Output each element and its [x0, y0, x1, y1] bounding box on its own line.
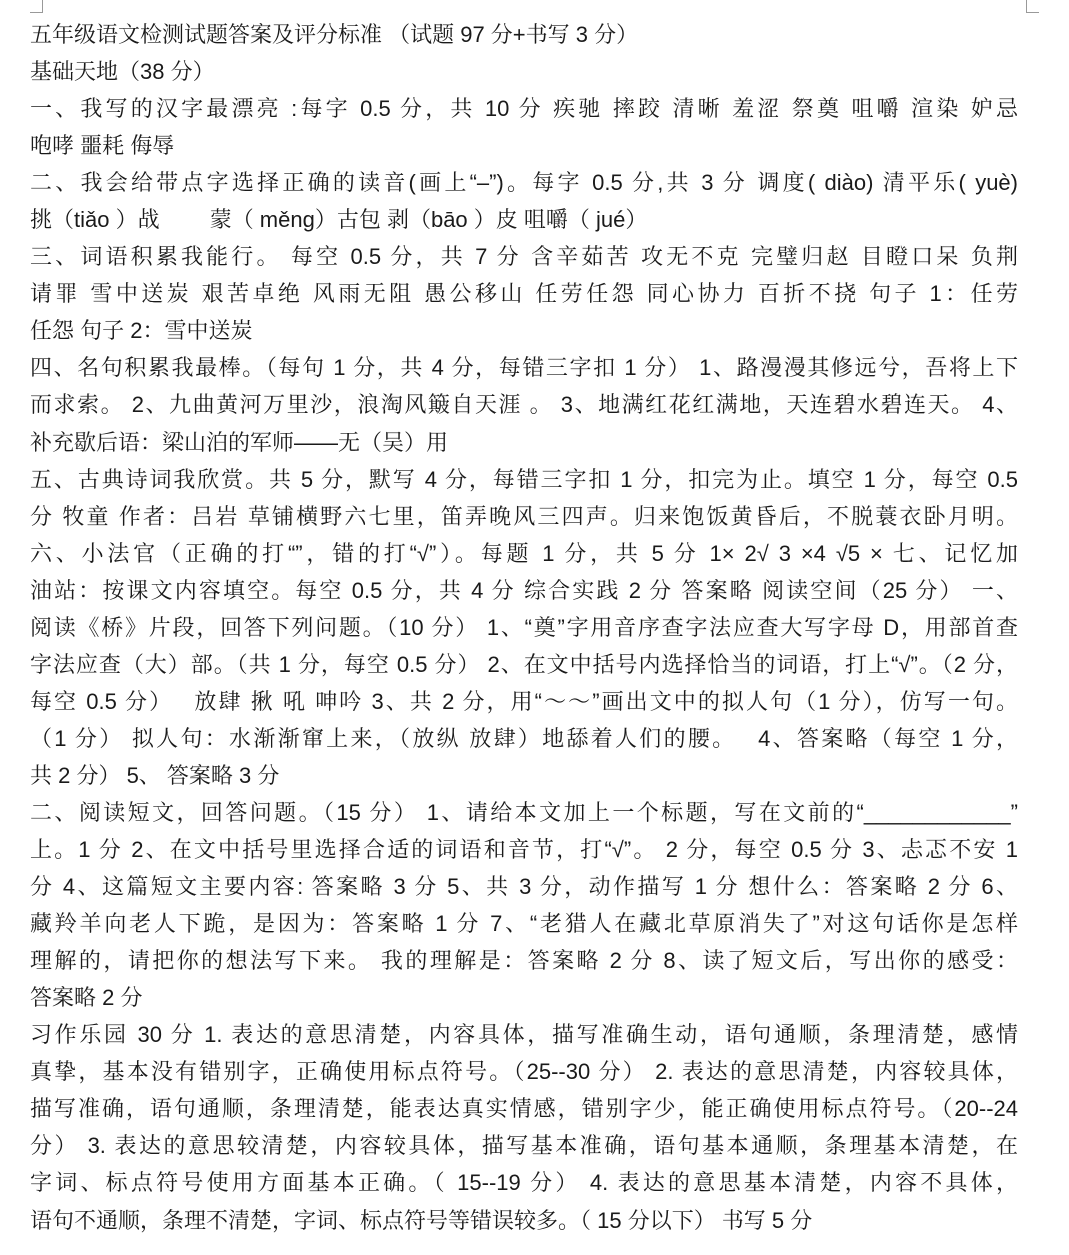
text-line: 习作乐园 30 分 1. 表达的意思清楚，内容具体，描写准确生动，语句通顺，条理清楚，感情 — [30, 1022, 1018, 1048]
text-line: 答案略 2 分 — [30, 985, 143, 1011]
text-line: 咆哮 噩耗 侮辱 — [30, 133, 175, 159]
text-line: （1 分） 拟人句：水渐渐窜上来，（放纵 放肆）地舔着人们的腰。 4、答案略（每空 1 分， — [30, 725, 1018, 751]
text-line: 共 2 分） 5、 答案略 3 分 — [30, 762, 280, 788]
text-line: 而求索。 2、九曲黄河万里沙，浪淘风簸自天涯 。 3、地满红花红满地，天连碧水碧连天。 4、 — [30, 392, 1018, 418]
text-line: 分） 3. 表达的意思较清楚，内容较具体，描写基本准确，语句基本通顺，条理基本清楚，在 — [30, 1133, 1018, 1159]
text-line: 藏羚羊向老人下跪，是因为：答案略 1 分 7、“老猎人在藏北草原消失了”对这句话你是怎样 — [30, 911, 1018, 937]
text-line: 上。1 分 2、在文中括号里选择合适的词语和音节，打“√”。 2 分，每空 0.5 分 3、忐忑不安 1 — [30, 837, 1018, 863]
text-line: 补充歇后语：梁山泊的军师——无（吴）用 — [30, 429, 449, 455]
text-line: 挑（tiǎo ）战 蒙（ měng）古包 剥（bāo ）皮 咀嚼（ jué） — [30, 207, 648, 233]
text-line: 五、古典诗词我欣赏。共 5 分，默写 4 分，每错三字扣 1 分，扣完为止。填空 1 分，每空 0.5 — [30, 466, 1018, 492]
page-corner-mark-right — [1026, 0, 1039, 13]
text-line: 阅读《桥》片段，回答下列问题。（10 分） 1、“奠”字用音序查字法应查大写字母 D，用部首查 — [30, 614, 1018, 640]
text-line: 基础天地（38 分） — [30, 59, 215, 85]
text-line: 分 牧童 作者：吕岩 草铺横野六七里，笛弄晚风三四声。归来饱饭黄昏后，不脱蓑衣卧月明。 — [30, 503, 1018, 529]
document-body — [30, 16, 1018, 1239]
text-line: 真挚，基本没有错别字，正确使用标点符号。（25--30 分） 2. 表达的意思清楚，内容较具体， — [30, 1059, 1018, 1085]
text-line: 分 4、这篇短文主要内容: 答案略 3 分 5、共 3 分，动作描写 1 分 想什么：答案略 2 分 6、 — [30, 874, 1018, 900]
text-line: 字法应查（大）部。（共 1 分，每空 0.5 分） 2、在文中括号内选择恰当的词语，打上“√”。（2 分， — [30, 651, 1018, 677]
text-line: 三、词语积累我能行。 每空 0.5 分，共 7 分 含辛茹苦 攻无不克 完璧归赵 目瞪口呆 负荆 — [30, 244, 1018, 270]
text-line: 任怨 句子 2：雪中送炭 — [30, 318, 253, 344]
page-corner-mark-left — [30, 0, 43, 13]
text-line: 每空 0.5 分） 放肆 揪 吼 呻吟 3、共 2 分，用“～～”画出文中的拟人句（1 分），仿写一句。 — [30, 688, 1018, 714]
text-line: 一、我写的汉字最漂亮 :每字 0.5 分，共 10 分 疾驰 摔跤 清晰 羞涩 祭奠 咀嚼 渲染 妒忌 — [30, 96, 1018, 122]
text-line: 二、我会给带点字选择正确的读音(画上“–”)。每字 0.5 分,共 3 分 调度( diào) 清平乐( yuè) — [30, 170, 1018, 196]
text-line: 描写准确，语句通顺，条理清楚，能表达真实情感，错别字少，能正确使用标点符号。（20--24 — [30, 1096, 1018, 1122]
text-line: 理解的，请把你的想法写下来。 我的理解是：答案略 2 分 8、读了短文后，写出你的感受： — [30, 948, 1018, 974]
text-line: 油站：按课文内容填空。每空 0.5 分，共 4 分 综合实践 2 分 答案略 阅读空间（25 分） 一、 — [30, 577, 1018, 603]
text-line: 二、阅读短文，回答问题。（15 分） 1、请给本文加上一个标题，写在文前的“____________” — [30, 799, 1018, 825]
text-line: 四、名句积累我最棒。（每句 1 分，共 4 分，每错三字扣 1 分） 1、路漫漫其修远兮，吾将上下 — [30, 355, 1018, 381]
text-line: 六、小法官（正确的打“”，错的打“√”）。每题 1 分，共 5 分 1× 2√ 3 ×4 √5 × 七、记忆加 — [30, 540, 1018, 566]
text-line: 语句不通顺，条理不清楚，字词、标点符号等错误较多。（ 15 分以下） 书写 5 分 — [30, 1207, 813, 1233]
text-line: 五年级语文检测试题答案及评分标准 （试题 97 分+书写 3 分） — [30, 22, 639, 47]
text-line: 请罪 雪中送炭 艰苦卓绝 风雨无阻 愚公移山 任劳任怨 同心协力 百折不挠 句子 1：任劳 — [30, 281, 1018, 307]
text-line: 字词、标点符号使用方面基本正确。（ 15--19 分） 4. 表达的意思基本清楚，内容不具体， — [30, 1170, 1018, 1196]
